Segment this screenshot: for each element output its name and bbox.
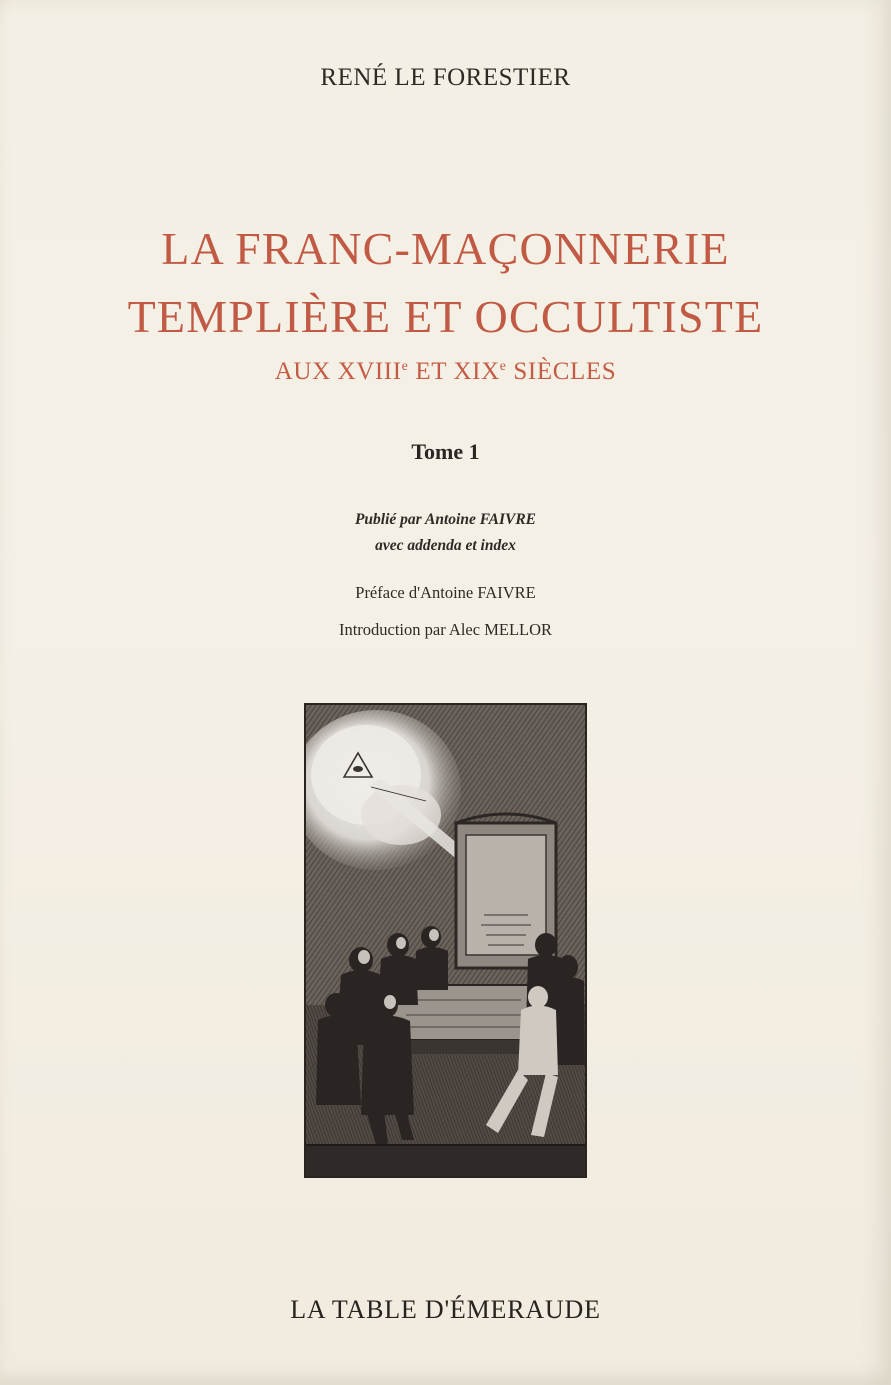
preface-credit: Préface d'Antoine FAIVRE xyxy=(355,583,536,602)
subtitle-middle: ET XIX xyxy=(408,358,500,385)
subtitle xyxy=(0,358,891,386)
cover-engraving-illustration xyxy=(304,703,587,1178)
addenda-note: avec addenda et index xyxy=(375,537,516,554)
subtitle-suffix: SIÈCLES xyxy=(506,358,617,385)
introduction-credit: Introduction par Alec MELLOR xyxy=(338,620,553,639)
publisher-name: LA TABLE D'ÉMERAUDE xyxy=(290,1295,601,1324)
volume-label: Tome 1 xyxy=(411,439,480,464)
title-line-2: TEMPLIÈRE ET OCCULTISTE xyxy=(127,291,764,342)
author-name: RENÉ LE FORESTIER xyxy=(320,64,571,91)
subtitle-superscript-1: e xyxy=(401,359,409,374)
subtitle-prefix: AUX XVIII xyxy=(274,358,402,385)
engraving-masonic-lodge-scene-icon xyxy=(306,705,585,1176)
subtitle-superscript-2: e xyxy=(499,359,507,374)
published-by: Publié par Antoine FAIVRE xyxy=(354,511,537,528)
title-line-1: LA FRANC-MAÇONNERIE xyxy=(161,223,730,274)
